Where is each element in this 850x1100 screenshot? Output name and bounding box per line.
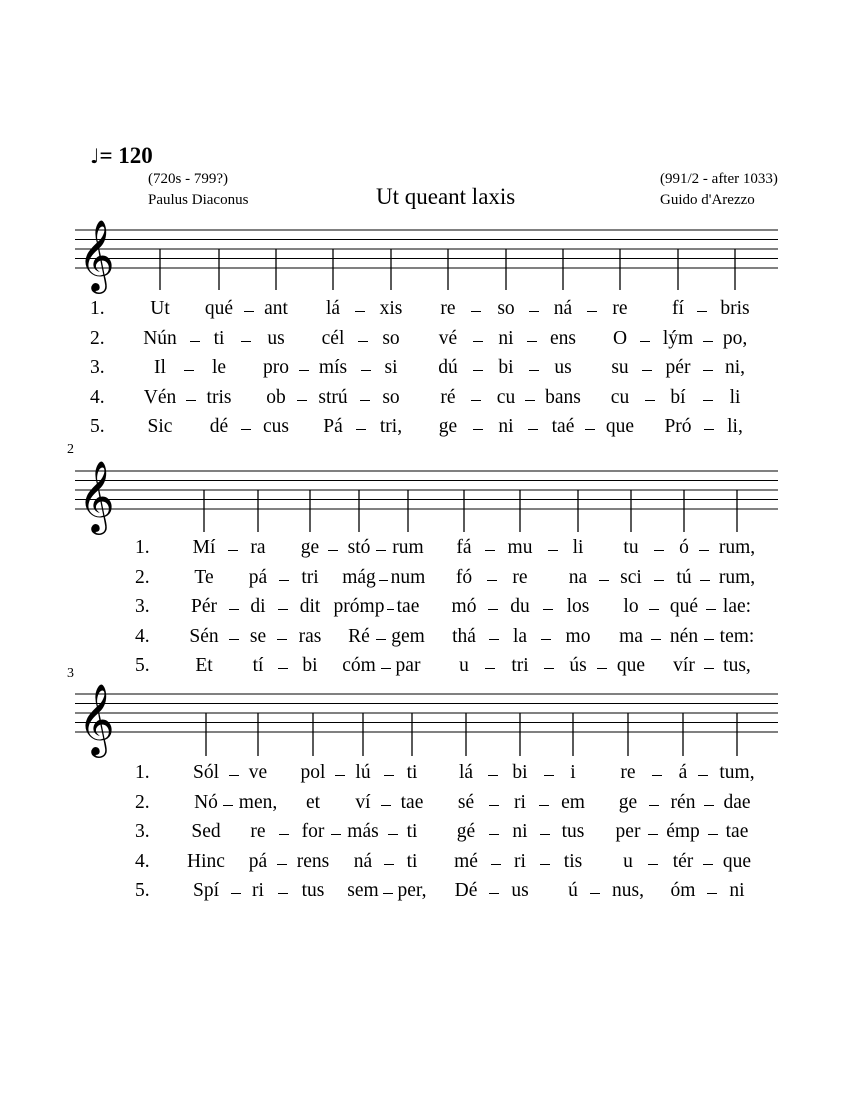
lyric-hyphen bbox=[704, 429, 714, 430]
lyric-syllable: u bbox=[623, 850, 633, 872]
lyric-hyphen bbox=[387, 609, 393, 610]
lyric-syllable: lým bbox=[662, 327, 694, 349]
lyric-syllable: xis bbox=[379, 298, 403, 319]
lyric-syllable: per bbox=[615, 821, 641, 842]
lyric-syllable: dit bbox=[299, 596, 321, 617]
lyric-syllable: ri bbox=[514, 791, 526, 813]
lyric-hyphen bbox=[229, 775, 239, 776]
lyric-hyphen bbox=[645, 400, 655, 401]
lyric-syllable: taé bbox=[551, 416, 575, 437]
lyric-hyphen bbox=[487, 580, 497, 581]
lyric-hyphen bbox=[299, 370, 309, 371]
lyric-syllable: mó bbox=[451, 596, 477, 617]
lyric-hyphen bbox=[590, 893, 600, 894]
lyric-hyphen bbox=[384, 864, 394, 865]
lyric-syllable: rens bbox=[296, 850, 330, 872]
lyric-syllable: sem bbox=[347, 880, 379, 901]
lyric-hyphen bbox=[485, 550, 495, 551]
lyric-hyphen bbox=[335, 775, 345, 776]
lyric-syllable: más bbox=[347, 821, 379, 842]
composer-name: Guido d'Arezzo bbox=[660, 192, 755, 208]
verse-label: 2. bbox=[135, 791, 150, 813]
lyric-syllable: mo bbox=[565, 625, 591, 647]
lyric-syllable: tis bbox=[563, 850, 583, 872]
lyric-syllable: cu bbox=[496, 386, 516, 408]
lyric-syllable: li, bbox=[727, 416, 743, 437]
lyric-syllable: bi bbox=[302, 655, 318, 676]
lyric-syllable: bi bbox=[512, 762, 528, 783]
lyric-hyphen bbox=[228, 550, 238, 551]
lyric-hyphen bbox=[485, 668, 495, 669]
lyric-syllable: men, bbox=[238, 791, 278, 813]
lyric-syllable: nén bbox=[669, 625, 699, 647]
lyric-hyphen bbox=[528, 429, 538, 430]
lyric-syllable: li bbox=[572, 537, 584, 558]
lyric-hyphen bbox=[358, 341, 368, 342]
composer-dates: (991/2 - after 1033) bbox=[660, 171, 778, 187]
lyric-syllable: so bbox=[497, 298, 515, 319]
lyric-syllable: le bbox=[211, 357, 227, 378]
treble-clef-icon: 𝄞 bbox=[78, 682, 115, 755]
lyric-syllable: ant bbox=[264, 298, 288, 319]
lyric-syllable: lá bbox=[458, 762, 474, 783]
lyric-hyphen bbox=[244, 311, 254, 312]
lyric-hyphen bbox=[491, 864, 501, 865]
lyric-hyphen bbox=[223, 805, 233, 806]
lyric-syllable: tí bbox=[252, 655, 264, 676]
lyric-syllable: tem: bbox=[719, 625, 755, 647]
lyric-syllable: fí bbox=[672, 298, 684, 319]
lyric-syllable: lae: bbox=[722, 596, 752, 617]
lyric-syllable: Spí bbox=[192, 880, 220, 901]
lyric-syllable: mís bbox=[318, 357, 348, 378]
lyric-hyphen bbox=[649, 805, 659, 806]
lyric-syllable: Sén bbox=[189, 625, 219, 647]
lyric-syllable: rum, bbox=[718, 566, 756, 588]
lyric-syllable: ob bbox=[266, 386, 286, 408]
lyric-syllable: que bbox=[616, 655, 646, 676]
lyric-syllable: Et bbox=[195, 655, 213, 676]
lyric-syllable: bris bbox=[720, 298, 750, 319]
treble-clef-icon: 𝄞 bbox=[78, 218, 115, 291]
lyric-syllable: strú bbox=[318, 386, 348, 408]
lyric-hyphen bbox=[277, 864, 287, 865]
piece-title: Ut queant laxis bbox=[376, 184, 516, 209]
lyric-syllable: qué bbox=[669, 596, 699, 617]
verse-label: 5. bbox=[90, 416, 105, 437]
lyric-hyphen bbox=[277, 639, 287, 640]
lyric-hyphen bbox=[383, 893, 393, 894]
lyric-syllable: ni bbox=[512, 821, 528, 842]
lyric-hyphen bbox=[278, 609, 288, 610]
lyric-hyphen bbox=[328, 550, 338, 551]
lyric-hyphen bbox=[707, 893, 717, 894]
lyric-syllable: ge bbox=[438, 416, 458, 437]
lyric-syllable: rén bbox=[670, 791, 696, 813]
lyric-syllable: ge bbox=[300, 537, 320, 558]
lyric-syllable: ti bbox=[406, 850, 418, 872]
lyric-syllable: so bbox=[382, 386, 400, 408]
lyric-syllable: tu bbox=[623, 537, 639, 558]
lyric-hyphen bbox=[651, 639, 661, 640]
lyric-syllable: si bbox=[384, 357, 398, 378]
lyric-hyphen bbox=[697, 311, 707, 312]
lyric-hyphen bbox=[231, 893, 241, 894]
lyric-syllable: sé bbox=[457, 791, 475, 813]
lyric-syllable: ri bbox=[252, 880, 264, 901]
lyric-syllable: ens bbox=[550, 327, 576, 349]
lyric-syllable: us bbox=[267, 327, 285, 349]
lyric-syllable: ma bbox=[619, 625, 643, 647]
lyric-syllable: fó bbox=[455, 566, 473, 588]
lyric-syllable: u bbox=[459, 655, 469, 676]
lyric-hyphen bbox=[279, 834, 289, 835]
lyric-syllable: ó bbox=[679, 537, 689, 558]
lyric-syllable: du bbox=[510, 596, 530, 617]
lyric-hyphen bbox=[241, 429, 251, 430]
treble-clef-icon: 𝄞 bbox=[78, 459, 115, 532]
lyric-syllable: bans bbox=[545, 386, 581, 408]
lyric-syllable: Vén bbox=[143, 386, 177, 408]
lyric-syllable: Nún bbox=[143, 327, 177, 349]
lyric-hyphen bbox=[654, 580, 664, 581]
lyric-hyphen bbox=[541, 639, 551, 640]
lyric-syllable: vé bbox=[438, 327, 458, 349]
lyric-syllable: dé bbox=[209, 416, 229, 437]
lyric-hyphen bbox=[184, 370, 194, 371]
lyric-syllable: et bbox=[305, 791, 321, 813]
system-number-2: 2 bbox=[67, 442, 74, 457]
lyric-syllable: Mí bbox=[192, 537, 216, 558]
lyric-syllable: óm bbox=[670, 880, 696, 901]
lyric-syllable: tum, bbox=[719, 762, 755, 783]
lyric-hyphen bbox=[654, 550, 664, 551]
lyric-syllable: fá bbox=[456, 537, 472, 558]
lyric-syllable: ví bbox=[355, 791, 371, 813]
lyric-syllable: re bbox=[250, 821, 266, 842]
verse-label: 3. bbox=[90, 357, 105, 378]
lyric-syllable: Sed bbox=[191, 821, 221, 842]
lyric-hyphen bbox=[529, 370, 539, 371]
lyric-hyphen bbox=[278, 668, 288, 669]
lyric-hyphen bbox=[543, 609, 553, 610]
lyric-hyphen bbox=[229, 639, 239, 640]
lyric-syllable: ús bbox=[569, 655, 587, 676]
lyric-syllable: us bbox=[511, 880, 529, 901]
lyric-syllable: na bbox=[568, 566, 588, 588]
lyric-hyphen bbox=[529, 311, 539, 312]
lyric-syllable: tae bbox=[400, 791, 424, 813]
lyric-syllable: ni bbox=[729, 880, 745, 901]
system-number-3: 3 bbox=[67, 666, 74, 681]
lyric-syllable: ti bbox=[406, 821, 418, 842]
lyric-hyphen bbox=[361, 370, 371, 371]
lyric-syllable: ri bbox=[514, 850, 526, 872]
lyric-syllable: lo bbox=[623, 596, 639, 617]
lyric-syllable: ge bbox=[618, 791, 638, 813]
lyric-syllable: pro bbox=[263, 357, 289, 378]
lyric-hyphen bbox=[376, 639, 386, 640]
lyric-hyphen bbox=[473, 370, 483, 371]
lyric-hyphen bbox=[489, 893, 499, 894]
lyric-syllable: que bbox=[605, 416, 635, 437]
lyric-syllable: ná bbox=[553, 298, 573, 319]
lyric-syllable: Sól bbox=[192, 762, 220, 783]
verse-label: 2. bbox=[90, 327, 105, 349]
lyric-hyphen bbox=[355, 311, 365, 312]
lyric-hyphen bbox=[379, 580, 388, 581]
lyric-syllable: par bbox=[395, 655, 421, 676]
lyric-syllable: ni bbox=[498, 416, 514, 437]
lyric-syllable: lá bbox=[325, 298, 341, 319]
lyric-syllable: tri bbox=[511, 655, 529, 676]
lyric-syllable: Te bbox=[194, 566, 214, 588]
lyric-hyphen bbox=[376, 550, 386, 551]
lyric-syllable: for bbox=[301, 821, 325, 842]
lyric-hyphen bbox=[544, 775, 554, 776]
lyric-syllable: thá bbox=[452, 625, 476, 647]
lyric-syllable: so bbox=[382, 327, 400, 349]
lyric-syllable: re bbox=[440, 298, 456, 319]
lyric-hyphen bbox=[488, 775, 498, 776]
verse-label: 4. bbox=[90, 386, 105, 408]
lyric-syllable: tus bbox=[561, 821, 585, 842]
lyric-syllable: sci bbox=[620, 566, 642, 588]
lyric-syllable: se bbox=[249, 625, 267, 647]
verse-label: 2. bbox=[135, 566, 150, 588]
lyric-syllable: pá bbox=[248, 566, 268, 588]
lyric-hyphen bbox=[704, 805, 714, 806]
lyric-hyphen bbox=[703, 864, 713, 865]
lyric-syllable: num bbox=[390, 566, 426, 588]
lyric-syllable: nus, bbox=[612, 880, 644, 901]
lyric-syllable: ni bbox=[498, 327, 514, 349]
lyric-syllable: la bbox=[512, 625, 528, 647]
lyric-hyphen bbox=[640, 341, 650, 342]
poet-name: Paulus Diaconus bbox=[148, 192, 249, 208]
lyric-hyphen bbox=[652, 775, 662, 776]
lyric-syllable: Pá bbox=[323, 416, 343, 437]
lyric-hyphen bbox=[381, 668, 391, 669]
lyric-syllable: su bbox=[611, 357, 629, 378]
lyric-syllable: tri bbox=[301, 566, 319, 588]
tempo-value: = 120 bbox=[99, 143, 153, 168]
lyric-hyphen bbox=[642, 370, 652, 371]
lyric-syllable: rum bbox=[392, 537, 424, 558]
lyric-hyphen bbox=[527, 341, 537, 342]
lyric-hyphen bbox=[297, 400, 307, 401]
lyric-syllable: pol bbox=[300, 762, 326, 783]
lyric-syllable: mu bbox=[507, 537, 533, 558]
lyric-syllable: tae bbox=[396, 596, 420, 617]
lyric-syllable: tér bbox=[672, 850, 694, 872]
lyric-syllable: O bbox=[612, 327, 628, 349]
lyric-hyphen bbox=[356, 429, 366, 430]
lyric-hyphen bbox=[489, 639, 499, 640]
verse-label: 5. bbox=[135, 655, 150, 676]
lyric-hyphen bbox=[360, 400, 370, 401]
lyric-syllable: pér bbox=[665, 357, 691, 378]
lyric-syllable: que bbox=[722, 850, 752, 872]
lyric-syllable: cél bbox=[321, 327, 345, 349]
lyric-syllable: dae bbox=[723, 791, 751, 813]
lyric-hyphen bbox=[488, 609, 498, 610]
verse-label: 4. bbox=[135, 850, 150, 872]
lyric-syllable: bí bbox=[670, 386, 686, 408]
lyric-hyphen bbox=[190, 341, 200, 342]
lyric-syllable: li bbox=[729, 386, 741, 408]
lyric-hyphen bbox=[489, 834, 499, 835]
lyric-syllable: dú bbox=[438, 357, 458, 378]
verse-label: 1. bbox=[135, 762, 150, 783]
lyric-hyphen bbox=[703, 400, 713, 401]
lyric-syllable: rum, bbox=[718, 537, 756, 558]
verse-label: 3. bbox=[135, 821, 150, 842]
lyric-hyphen bbox=[279, 580, 289, 581]
lyric-syllable: tri, bbox=[379, 416, 403, 437]
lyric-syllable: i bbox=[570, 762, 576, 783]
lyric-syllable: tus bbox=[301, 880, 325, 901]
lyric-syllable: cóm bbox=[342, 655, 376, 676]
lyric-syllable: us bbox=[554, 357, 572, 378]
lyric-syllable: ra bbox=[250, 537, 266, 558]
lyric-syllable: stó bbox=[347, 537, 371, 558]
lyric-hyphen bbox=[649, 609, 659, 610]
lyric-syllable: cu bbox=[610, 386, 630, 408]
lyric-syllable: pá bbox=[248, 850, 268, 872]
lyric-hyphen bbox=[708, 834, 718, 835]
lyric-hyphen bbox=[587, 311, 597, 312]
lyric-syllable: Ut bbox=[150, 298, 170, 319]
lyric-syllable: cus bbox=[263, 416, 289, 437]
lyric-syllable: gé bbox=[456, 821, 476, 842]
lyric-hyphen bbox=[597, 668, 607, 669]
lyric-hyphen bbox=[489, 805, 499, 806]
verse-label: 5. bbox=[135, 880, 150, 901]
lyric-syllable: re bbox=[512, 566, 528, 588]
lyric-syllable: ú bbox=[568, 880, 578, 901]
lyric-syllable: ré bbox=[440, 386, 456, 408]
lyric-syllable: re bbox=[612, 298, 628, 319]
lyric-syllable: tae bbox=[725, 821, 749, 842]
verse-label: 4. bbox=[135, 625, 150, 647]
lyric-hyphen bbox=[704, 668, 714, 669]
lyric-syllable: mé bbox=[454, 850, 478, 872]
lyric-syllable: ti bbox=[406, 762, 418, 783]
lyric-hyphen bbox=[471, 400, 481, 401]
lyric-hyphen bbox=[703, 370, 713, 371]
lyric-hyphen bbox=[648, 864, 658, 865]
lyric-hyphen bbox=[585, 429, 595, 430]
lyric-hyphen bbox=[704, 639, 714, 640]
lyric-syllable: tus, bbox=[723, 655, 751, 676]
verse-label: 1. bbox=[90, 298, 105, 319]
lyric-hyphen bbox=[473, 429, 483, 430]
lyric-hyphen bbox=[471, 311, 481, 312]
lyric-syllable: em bbox=[561, 791, 585, 813]
lyric-hyphen bbox=[548, 550, 558, 551]
lyric-syllable: Pró bbox=[664, 416, 692, 437]
lyric-hyphen bbox=[544, 668, 554, 669]
lyric-syllable: prómp bbox=[333, 596, 385, 617]
lyric-hyphen bbox=[525, 400, 535, 401]
lyric-syllable: qué bbox=[204, 298, 234, 319]
verse-label: 1. bbox=[135, 537, 150, 558]
lyric-syllable: émp bbox=[666, 821, 700, 842]
lyric-syllable: re bbox=[620, 762, 636, 783]
lyric-hyphen bbox=[331, 834, 341, 835]
lyric-syllable: bi bbox=[498, 357, 514, 378]
lyric-syllable: Dé bbox=[454, 880, 478, 901]
lyric-syllable: lú bbox=[355, 762, 371, 783]
lyric-syllable: mág bbox=[342, 566, 376, 588]
lyric-syllable: Sic bbox=[147, 416, 173, 437]
lyric-syllable: los bbox=[566, 596, 590, 617]
lyric-syllable: gem bbox=[391, 625, 425, 647]
poet-dates: (720s - 799?) bbox=[148, 171, 228, 187]
lyric-syllable: per, bbox=[397, 880, 427, 901]
verse-label: 3. bbox=[135, 596, 150, 617]
lyric-hyphen bbox=[241, 341, 251, 342]
lyric-hyphen bbox=[540, 834, 550, 835]
lyric-hyphen bbox=[699, 550, 709, 551]
lyric-syllable: ras bbox=[298, 625, 322, 647]
lyric-syllable: di bbox=[250, 596, 266, 617]
quarter-note-icon: ♩ bbox=[90, 144, 100, 168]
lyric-hyphen bbox=[384, 775, 394, 776]
lyric-hyphen bbox=[700, 580, 710, 581]
lyric-hyphen bbox=[706, 609, 716, 610]
lyric-syllable: ni, bbox=[724, 357, 746, 378]
lyric-syllable: po, bbox=[722, 327, 748, 349]
lyric-syllable: ve bbox=[248, 762, 268, 783]
lyric-syllable: ná bbox=[353, 850, 373, 872]
lyric-hyphen bbox=[599, 580, 609, 581]
lyric-hyphen bbox=[381, 805, 391, 806]
lyric-hyphen bbox=[388, 834, 398, 835]
lyric-hyphen bbox=[703, 341, 713, 342]
lyric-syllable: á bbox=[678, 762, 688, 783]
lyric-hyphen bbox=[278, 893, 288, 894]
lyric-hyphen bbox=[186, 400, 196, 401]
lyric-syllable: ti bbox=[213, 327, 225, 349]
lyric-hyphen bbox=[229, 609, 239, 610]
lyric-hyphen bbox=[698, 775, 708, 776]
lyric-hyphen bbox=[648, 834, 658, 835]
lyric-syllable: Pér bbox=[191, 596, 217, 617]
lyric-hyphen bbox=[540, 864, 550, 865]
lyric-syllable: tú bbox=[676, 566, 692, 588]
lyric-syllable: tris bbox=[206, 386, 232, 408]
lyric-syllable: Hinc bbox=[187, 850, 225, 872]
lyric-hyphen bbox=[473, 341, 483, 342]
lyric-syllable: Ré bbox=[348, 625, 370, 647]
lyric-hyphen bbox=[539, 805, 549, 806]
lyric-syllable: Il bbox=[154, 357, 166, 378]
lyric-syllable: Nó bbox=[194, 791, 218, 813]
lyric-syllable: vír bbox=[673, 655, 695, 676]
